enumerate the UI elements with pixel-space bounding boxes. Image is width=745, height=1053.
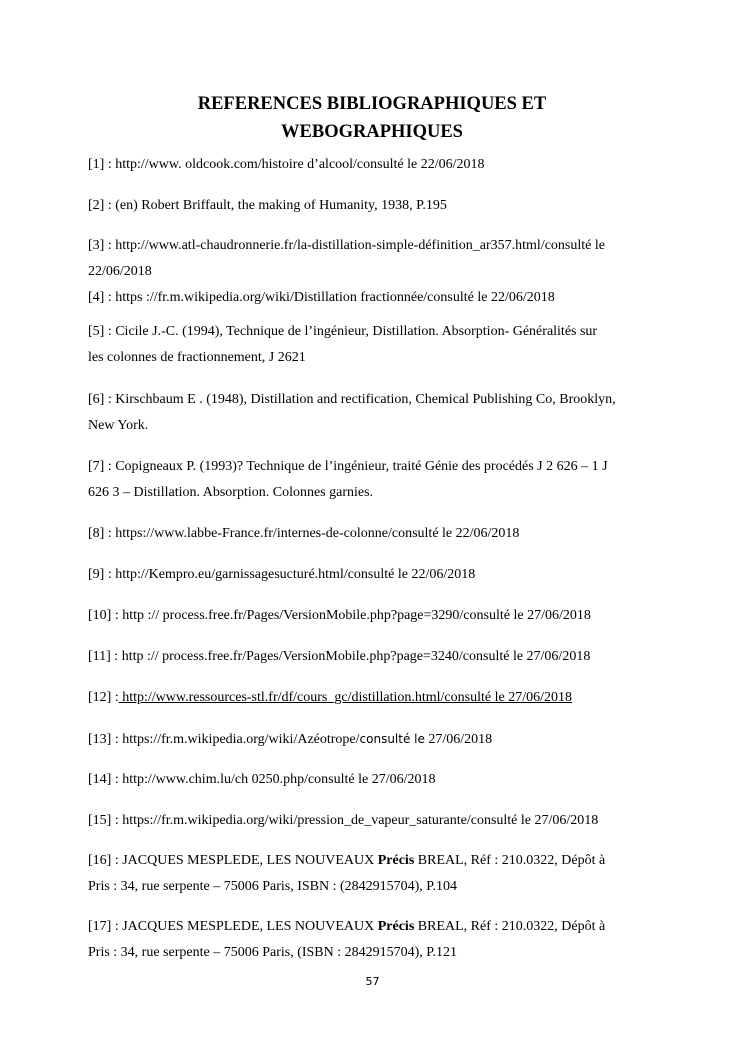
- reference-16: [16] : JACQUES MESPLEDE, LES NOUVEAUX Précis BREAL, Réf : 210.0322, Dépôt à Pris : 34, rue serpente – 75006 Paris, ISBN : (2842915704), P.104: [88, 853, 606, 894]
- reference-12: [12] : http://www.ressources-stl.fr/df/cours_gc/distillation.html/consulté le 27/06/2018: [88, 690, 572, 705]
- reference-6: [6] : Kirschbaum E . (1948), Distillation and rectification, Chemical Publishing Co, Brooklyn, New York.: [88, 392, 616, 433]
- page-number: 57: [365, 975, 380, 988]
- reference-3: [3] : http://www.atl-chaudronnerie.fr/la-distillation-simple-définition_ar357.html/consulté le 22/06/2018: [88, 238, 605, 279]
- reference-8: [8] : https://www.labbe-France.fr/internes-de-colonne/consulté le 22/06/2018: [88, 526, 520, 541]
- reference-14: [14] : http://www.chim.lu/ch 0250.php/consulté le 27/06/2018: [88, 772, 436, 787]
- reference-1: [1] : http://www. oldcook.com/histoire d’alcool/consulté le 22/06/2018: [88, 157, 485, 172]
- page-title: [88, 90, 656, 146]
- title-line-2: WEBOGRAPHIQUES: [281, 122, 463, 142]
- reference-7: [7] : Copigneaux P. (1993)? Technique de l’ingénieur, traité Génie des procédés J 2 626 – 1 J 626 3 – Distillation. Absorption. Colonnes garnies.: [88, 459, 608, 500]
- title-line-1: REFERENCES BIBLIOGRAPHIQUES ET: [197, 94, 547, 114]
- reference-4: [4] : https ://fr.m.wikipedia.org/wiki/Distillation fractionnée/consulté le 22/06/2018: [88, 290, 555, 305]
- reference-17: [17] : JACQUES MESPLEDE, LES NOUVEAUX Précis BREAL, Réf : 210.0322, Dépôt à Pris : 34, rue serpente – 75006 Paris, (ISBN : 2842915704), P.121: [88, 919, 606, 960]
- reference-2: [2] : (en) Robert Briffault, the making of Humanity, 1938, P.195: [88, 198, 447, 213]
- reference-5: [5] : Cicile J.-C. (1994), Technique de l’ingénieur, Distillation. Absorption- Généralités sur les colonnes de fractionnement, J 2621: [88, 324, 598, 365]
- reference-13: [13] : https://fr.m.wikipedia.org/wiki/Azéotrope/consulté le 27/06/2018: [88, 732, 493, 747]
- reference-11: [11] : http :// process.free.fr/Pages/VersionMobile.php?page=3240/consulté le 27/06/2018: [88, 649, 591, 664]
- reference-15: [15] : https://fr.m.wikipedia.org/wiki/pression_de_vapeur_saturante/consulté le 27/06/2018: [88, 813, 599, 828]
- reference-10: [10] : http :// process.free.fr/Pages/VersionMobile.php?page=3290/consulté le 27/06/2018: [88, 608, 591, 623]
- reference-9: [9] : http://Kempro.eu/garnissagesucturé.html/consulté le 22/06/2018: [88, 567, 476, 582]
